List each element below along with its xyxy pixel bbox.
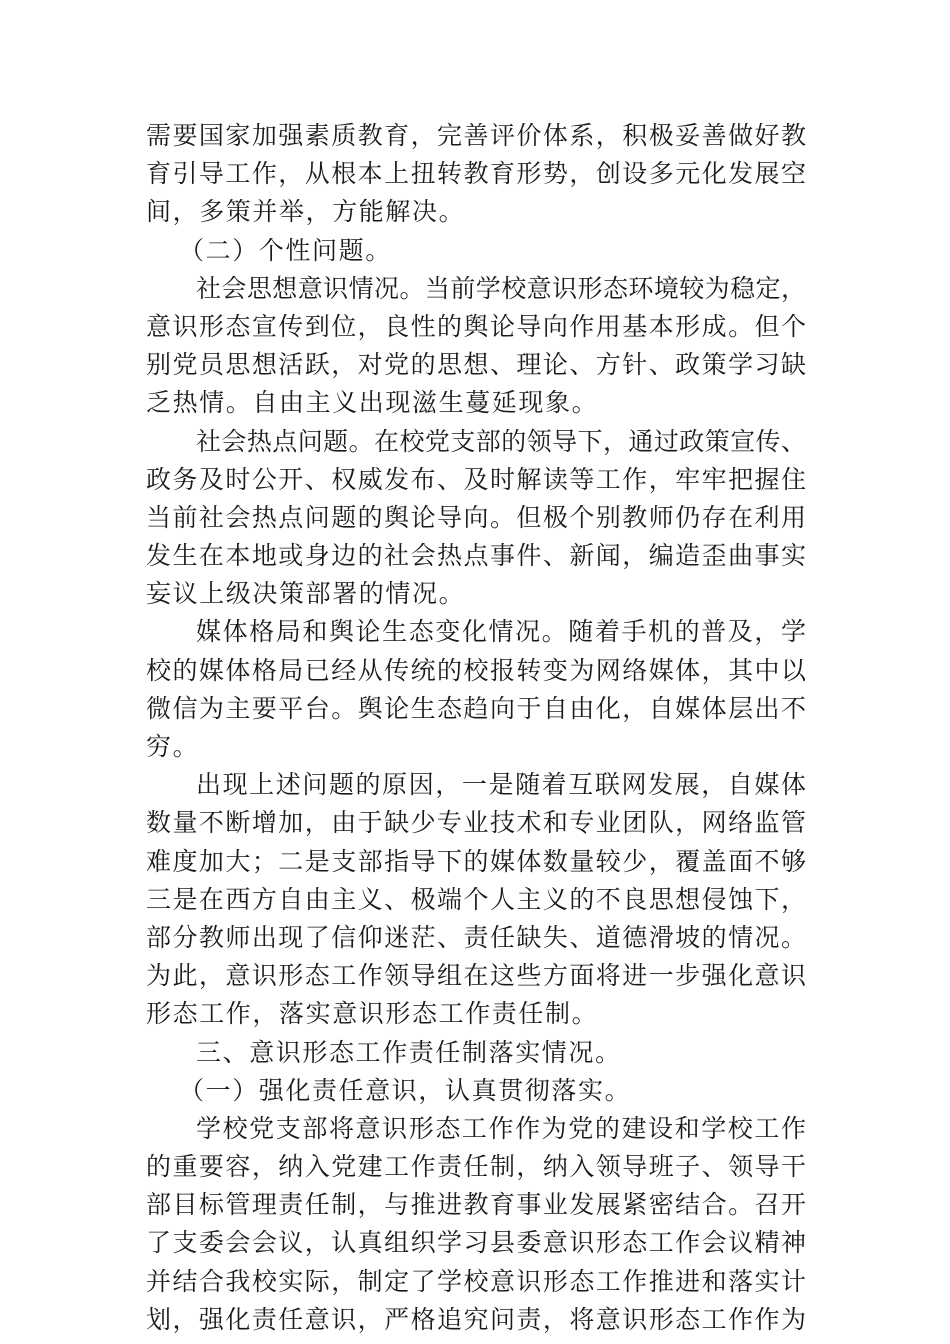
paragraph-first-line: 媒体格局和舆论生态变化情况。随着手机的普及，学 [196,617,806,647]
text-line: 部目标管理责任制，与推进教育事业发展紧密结合。召开 [146,1190,806,1220]
text-line: 难度加大；二是支部指导下的媒体数量较少，覆盖面不够 [146,846,806,876]
text-line: 并结合我校实际，制定了学校意识形态工作推进和落实计 [146,1266,806,1296]
paragraph-first-line: 社会热点问题。在校党支部的领导下，通过政策宣传、 [196,426,806,456]
text-line: 形态工作，落实意识形态工作责任制。 [146,999,599,1029]
section-subheading: （二）个性问题。 [179,235,392,265]
section-subheading: （一）强化责任意识，认真贯彻落实。 [179,1075,632,1105]
text-line: 数量不断增加，由于缺少专业技术和专业团队，网络监管 [146,808,806,838]
text-line: 划，强化责任意识，严格追究问责，将意识形态工作作为 [146,1304,806,1334]
text-line: 穷。 [146,732,200,761]
text-line: 乏热情。自由主义出现滋生蔓延现象。 [146,388,599,418]
document-body [146,117,806,1339]
text-line: 育引导工作，从根本上扭转教育形势，创设多元化发展空 [146,159,806,189]
text-line: 三是在西方自由主义、极端个人主义的不良思想侵蚀下， [146,884,806,914]
text-line: 部分教师出现了信仰迷茫、责任缺失、道德滑坡的情况。 [146,922,806,952]
text-line: 间，多策并举，方能解决。 [146,197,466,227]
text-line: 当前社会热点问题的舆论导向。但极个别教师仍存在利用 [146,502,806,532]
text-line: 别党员思想活跃，对党的思想、理论、方针、政策学习缺 [146,350,806,380]
text-line: 发生在本地或身边的社会热点事件、新闻，编造歪曲事实 [146,541,806,571]
text-line: 了支委会会议，认真组织学习县委意识形态工作会议精神 [146,1228,806,1258]
text-line: 校的媒体格局已经从传统的校报转变为网络媒体，其中以 [146,655,806,685]
text-line: 需要国家加强素质教育，完善评价体系，积极妥善做好教 [146,121,806,150]
text-line: 微信为主要平台。舆论生态趋向于自由化，自媒体层出不 [146,693,806,723]
paragraph-first-line: 社会思想意识情况。当前学校意识形态环境较为稳定， [196,273,806,303]
text-line: 政务及时公开、权威发布、及时解读等工作，牢牢把握住 [146,464,806,494]
paragraph-first-line: 学校党支部将意识形态工作作为党的建设和学校工作 [196,1113,806,1143]
text-line: 意识形态宣传到位，良性的舆论导向作用基本形成。但个 [146,311,806,341]
paragraph-first-line: 出现上述问题的原因，一是随着互联网发展，自媒体 [196,770,806,800]
section-heading: 三、意识形态工作责任制落实情况。 [196,1037,622,1067]
text-line: 妄议上级决策部署的情况。 [146,579,466,609]
text-line: 为此，意识形态工作领导组在这些方面将进一步强化意识 [146,961,806,991]
text-line: 的重要容，纳入党建工作责任制，纳入领导班子、领导干 [146,1152,806,1182]
